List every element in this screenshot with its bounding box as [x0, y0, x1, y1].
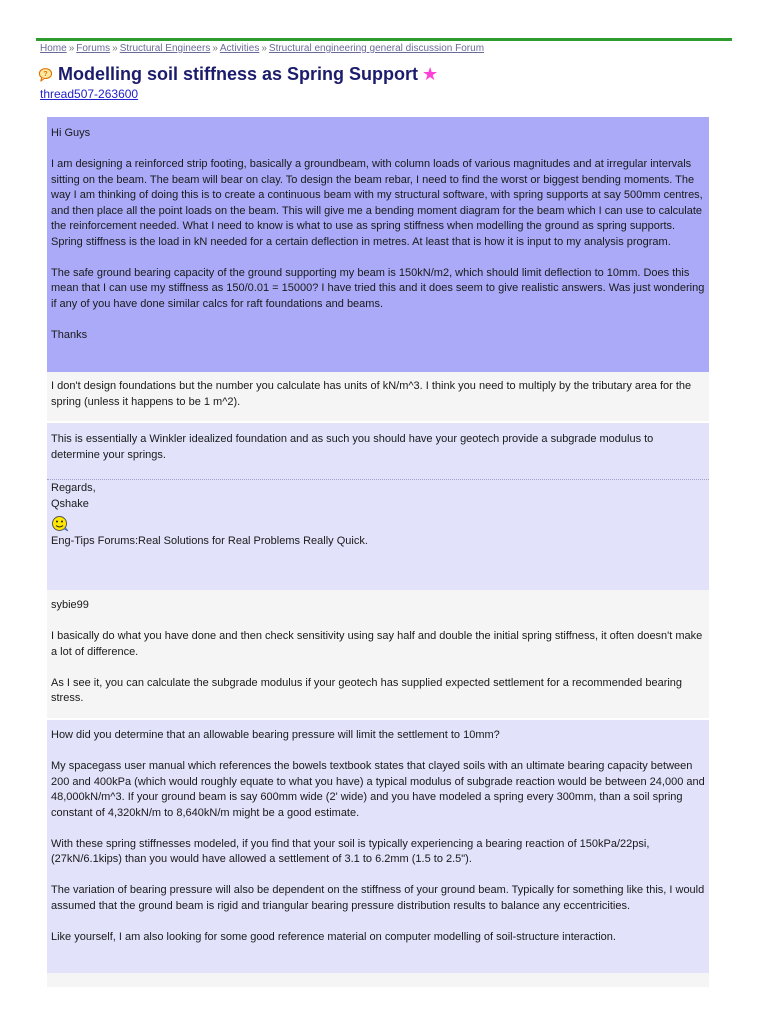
breadcrumb-separator: » — [112, 43, 118, 54]
reply-post — [47, 423, 709, 590]
post-text: The safe ground bearing capacity of the ground supporting my beam is 150kN/m2, which should limit deflection to 10mm. Does this mean that I can use my stiffness as 150/0.01 = 15000? I have tried this and it does seem to give realistic answers. Was just wondering if any of you have done similar calcs for raft foundations and beams. — [51, 266, 705, 310]
thread-title: Modelling soil stiffness as Spring Support — [58, 64, 419, 84]
post-text: Thanks — [51, 328, 88, 341]
reply-post — [47, 372, 709, 421]
reply-post — [47, 590, 709, 718]
post-text: This is essentially a Winkler idealized foundation and as such you should have your geotech provide a subgrade modulus to determine your springs. — [51, 433, 654, 461]
breadcrumb-forums-link[interactable]: Forums — [76, 43, 111, 54]
svg-text:?: ? — [43, 71, 48, 78]
breadcrumb — [40, 43, 484, 54]
signature-regards: Regards, — [51, 482, 96, 494]
reply-post-partial — [47, 973, 709, 987]
breadcrumb-separator: » — [212, 43, 218, 54]
post-text: I am designing a reinforced strip footing, basically a groundbeam, with column loads of various magnitudes and at irregular intervals sitting on the beam. The beam will bear on clay. To design the beam rebar, I need to find the worst or biggest bending moments. The way I am thinking of doing this is to create a continuous beam with my structural software, with spring supports at say 500mm centres, and then place all the point loads on the beam. This will give me a bending moment diagram for the beam which I can use to calculate the reinforcement needed. What I need to know is what to use as spring stiffness when modelling the ground as spring supports. Spring stiffness is the load in kN needed for a certain deflection in metres. At least that is how it is input to my analysis program. — [51, 158, 703, 248]
post-text: The variation of bearing pressure will also be dependent on the stiffness of your ground beam. Typically for something like this, I would assumed that the ground beam is rigid and triangular bearing pressure distribution results to balance any eccentricities. — [51, 884, 705, 912]
post-text: I basically do what you have done and then check sensitivity using say half and double the initial spring stiffness, it often doesn't make a lot of difference. — [51, 630, 703, 658]
speech-bubble-icon — [38, 67, 53, 82]
header-green-bar — [36, 38, 732, 41]
breadcrumb-activities-link[interactable]: Activities — [219, 43, 260, 54]
smiley-icon — [51, 515, 705, 533]
post-text: With these spring stiffnesses modeled, if you find that your soil is typically experiencing a bearing reaction of 150kPa/22psi, (27kN/6.1kips) than you would have allowed a settlement of 3.1 to 6.2mm (1.5 to 2.5"). — [51, 837, 650, 865]
breadcrumb-home-link[interactable]: Home — [40, 43, 67, 54]
star-icon[interactable]: ★ — [422, 64, 439, 84]
post-author: sybie99 — [51, 599, 89, 611]
post-text: Like yourself, I am also looking for some good reference material on computer modelling of soil-structure interaction. — [51, 930, 616, 943]
breadcrumb-forum-link[interactable]: Structural engineering general discussion Forum — [268, 43, 485, 54]
signature-divider — [47, 479, 709, 480]
thread-title-row — [38, 64, 438, 85]
post-text: As I see it, you can calculate the subgrade modulus if your geotech has supplied expected settlement for a recommended bearing stress. — [51, 676, 683, 704]
reply-post — [47, 720, 709, 973]
post-text: I don't design foundations but the number you calculate has units of kN/m^3. I think you need to multiply by the tributary area for the spring (unless it happens to be 1 m^2). — [51, 380, 692, 408]
post-text: Hi Guys — [51, 127, 91, 139]
post-text: My spacegass user manual which references the bowels textbook states that clayed soils with an ultimate bearing capacity between 200 and 400kPa (which would roughly equate to what you have) a typical modulus of subgrade reaction would be between 24,000 and 48,000kN/m^3. If your ground beam is say 600mm wide (2' wide) and you have modeled a spring every 300mm, than a soil spring constant of 4,320kN/m to 8,640kN/m might be a good estimate. — [51, 760, 705, 819]
thread-id-link[interactable]: thread507-263600 — [40, 87, 139, 101]
breadcrumb-separator: » — [68, 43, 75, 54]
breadcrumb-separator: » — [261, 43, 267, 54]
signature — [51, 481, 705, 550]
signature-tagline: Eng-Tips Forums:Real Solutions for Real Problems Really Quick. — [51, 535, 368, 547]
signature-name: Qshake — [51, 497, 89, 510]
breadcrumb-structural-engineers-link[interactable]: Structural Engineers — [119, 43, 211, 54]
original-post — [47, 117, 709, 372]
post-text: How did you determine that an allowable bearing pressure will limit the settlement to 10mm? — [51, 729, 500, 741]
